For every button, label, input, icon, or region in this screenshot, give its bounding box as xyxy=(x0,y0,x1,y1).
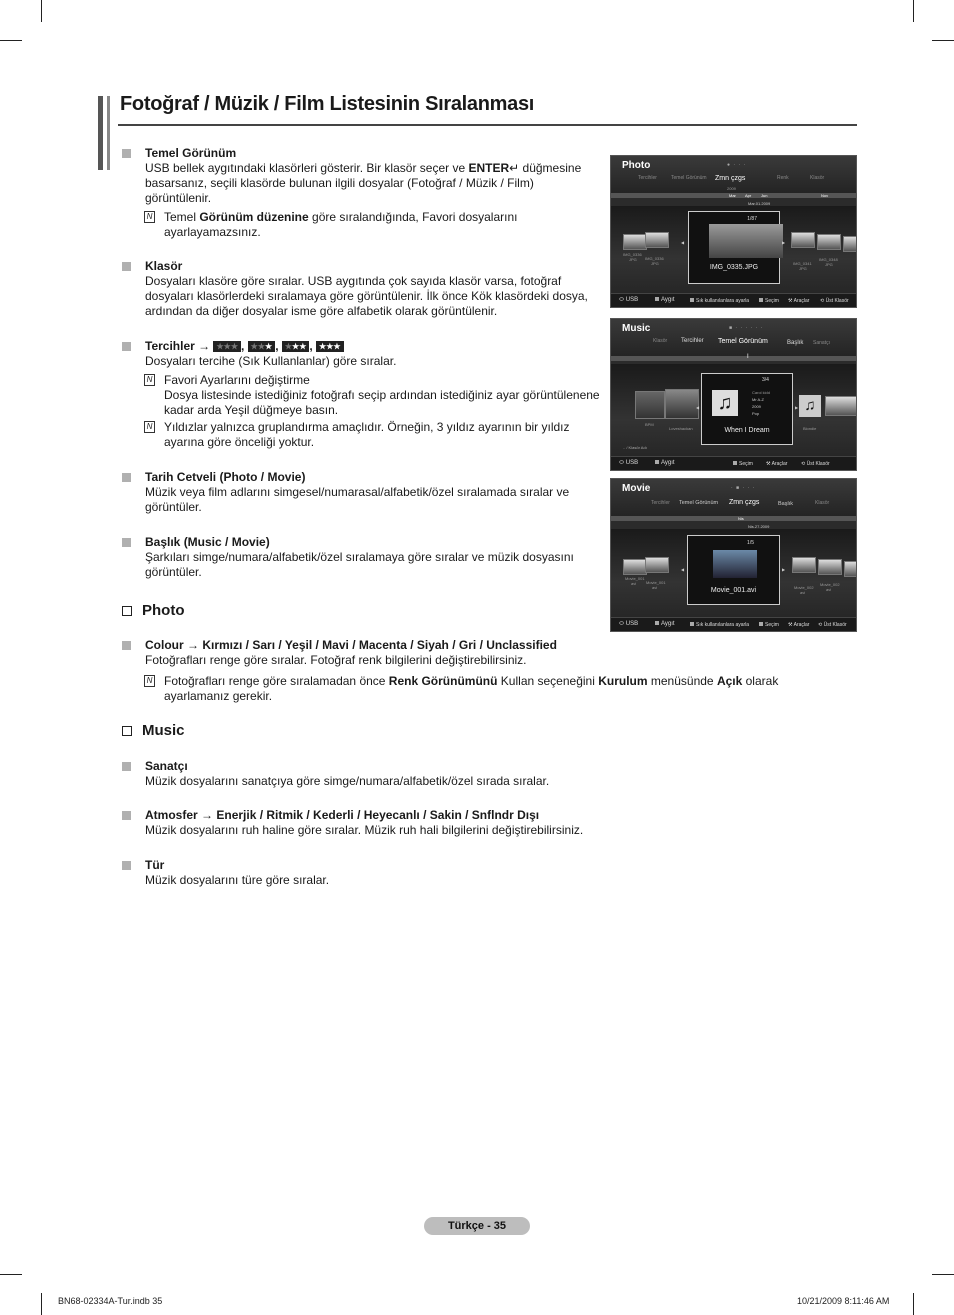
section-body: Fotoğrafları renge göre sıralar. Fotoğraf renk bilgilerini değiştirebilirsiniz. xyxy=(145,653,527,667)
tab: Tercihler xyxy=(651,500,670,506)
thumbnail xyxy=(817,234,841,250)
bullet-icon xyxy=(122,762,131,771)
screenshot-photo xyxy=(610,155,857,308)
section-baslik xyxy=(122,535,600,580)
thumbnail xyxy=(645,232,669,248)
subsection-music: Music xyxy=(122,722,185,739)
screen-title: Photo xyxy=(622,160,651,171)
month-label: Mar xyxy=(729,193,736,198)
crop-mark xyxy=(41,1293,42,1315)
note-icon: N xyxy=(144,675,155,687)
tab-active: Zmn çzgs xyxy=(715,175,746,182)
note: N Fotoğrafları renge göre sıralamadan önce Renk Görünümünü Kullan seçeneğini Kurulum menüsünde Açık olarak ayarlamanız gerekir. xyxy=(164,674,812,704)
bullet-icon xyxy=(122,149,131,158)
title-rule xyxy=(118,124,857,126)
device-label: Aygıt xyxy=(655,460,675,466)
section-body: Müzik dosyalarını ruh haline göre sıralar. Müzik ruh hali bilgilerini değiştirebilirsiniz. xyxy=(145,823,584,837)
photo-thumbnail xyxy=(709,224,786,258)
page-dots: · ■ · · · xyxy=(731,485,756,491)
thumb-label: IMG_0336 xyxy=(623,252,642,257)
item-caption: Movie_001.avi xyxy=(710,587,757,594)
thumb-label: IMG_0336 xyxy=(645,256,664,261)
section-body: Müzik dosyalarını sanatçıya göre simge/numara/alfabetik/özel sırada sıralar. xyxy=(145,774,550,788)
month-label: Apr xyxy=(745,193,752,198)
thumb-label: Loveshackan xyxy=(669,426,693,431)
bullet-icon xyxy=(122,861,131,870)
section-body: USB bellek aygıtındaki klasörleri gösterir. Bir klasör seçer ve ENTER↵ düğmesine basarsanız, seçili klasörde bulunan ilgili dosyalar (Fotoğraf / Müzik / Film) görüntülenir. xyxy=(145,161,582,205)
page-dots: ● · · · xyxy=(727,162,747,168)
thumbnail xyxy=(792,557,816,573)
note: N Temel Görünüm düzenine göre sıralandığında, Favori dosyalarını ayarlayamazsınız. xyxy=(164,210,600,240)
thumb-label: Movie_002 xyxy=(794,585,814,590)
device-label: Aygıt xyxy=(655,297,675,303)
crop-mark xyxy=(41,0,42,22)
thumb-label: JPG xyxy=(651,261,659,266)
folder-path: .. / Klasör Adı xyxy=(623,445,647,450)
thumbnail xyxy=(645,557,669,573)
crop-mark xyxy=(0,40,22,41)
item-counter: 1/87 xyxy=(747,216,757,222)
section-sanatci xyxy=(122,759,812,789)
parent-folder-label: ⟲ Üst Klasör xyxy=(801,461,830,467)
section-atmosfer xyxy=(122,808,812,838)
screen-title: Movie xyxy=(622,483,651,494)
thumb-label: avi xyxy=(652,585,658,590)
music-note-icon: ♫ xyxy=(799,395,821,417)
section-heading: Tür xyxy=(145,858,165,872)
tools-label: ⚒ Araçlar xyxy=(788,622,810,628)
section-heading: Klasör xyxy=(145,259,183,273)
section-body: Müzik veya film adlarını simgesel/numarasal/alfabetik/özel sıralamada sıralar ve görüntüler. xyxy=(145,485,570,514)
crop-mark xyxy=(913,1293,914,1315)
help-bar xyxy=(611,293,856,307)
tab: Başlık xyxy=(778,501,793,507)
tools-label: ⚒ Araçlar xyxy=(766,461,788,467)
year-label: 2009 xyxy=(752,404,761,409)
thumb-label: IMG_0348 xyxy=(819,257,838,262)
timeline-strip xyxy=(611,516,856,521)
thumb-label: avi xyxy=(800,590,806,595)
thumb-label: avi xyxy=(826,587,832,592)
screen-title: Music xyxy=(622,323,651,334)
item-caption: IMG_0335.JPG xyxy=(709,264,759,271)
next-arrow-icon: ▶ xyxy=(782,567,786,572)
page-title: Fotoğraf / Müzik / Film Listesinin Sıralanması xyxy=(120,93,535,115)
screenshot-music xyxy=(610,318,857,471)
thumb-label: Blondie xyxy=(803,426,817,431)
thumb-label: JPG xyxy=(799,266,807,271)
favorite-label: Sık kullanılanlara ayarla xyxy=(690,622,749,628)
section-klasor xyxy=(122,259,600,319)
crop-mark xyxy=(913,0,914,22)
section-heading: Colour → Kırmızı / Sarı / Yeşil / Mavi / Macenta / Siyah / Gri / Unclassified xyxy=(145,638,557,652)
bullet-icon xyxy=(122,538,131,547)
tools-label: ⚒ Araçlar xyxy=(788,298,810,304)
genre-label: Pop xyxy=(752,411,760,416)
page-number: Türkçe - 35 xyxy=(424,1217,530,1235)
crop-mark xyxy=(0,1274,22,1275)
thumbnail xyxy=(825,396,857,416)
thumbnail xyxy=(843,236,857,252)
tab: Sanatçı xyxy=(813,340,830,346)
thumb-label: Movie_001 xyxy=(625,576,645,581)
item-counter: 1/5 xyxy=(747,540,754,546)
tab: Klasör xyxy=(653,338,668,344)
prev-arrow-icon: ◀ xyxy=(681,567,685,572)
thumb-label: avi xyxy=(631,581,637,586)
month-label: Nov xyxy=(821,193,829,198)
bullet-icon xyxy=(122,262,131,271)
artist-label: Carol kidd xyxy=(752,390,771,395)
bullet-icon xyxy=(122,641,131,650)
index-letter: I xyxy=(747,354,749,360)
print-filename: BN68-02334A-Tur.indb 35 xyxy=(58,1296,163,1306)
tab: Başlık xyxy=(787,340,804,346)
next-arrow-icon: ▶ xyxy=(795,405,799,410)
tab: Temel Görünüm xyxy=(679,500,719,506)
tab: Tercihler xyxy=(638,175,657,181)
video-thumbnail xyxy=(713,550,757,578)
thumb-label: IMG_0341 xyxy=(793,261,812,266)
section-heading: Tercihler → ★★★ , ★★★ , ★★★ , ★★★ xyxy=(145,339,600,354)
bullet-icon xyxy=(122,473,131,482)
checkbox-icon xyxy=(122,606,132,616)
parent-folder-label: ⟲ Üst Klasör xyxy=(820,298,849,304)
usb-label: ⬭ USB xyxy=(619,460,639,466)
section-heading: Atmosfer → Enerjik / Ritmik / Kederli / Heyecanlı / Sakin / Snflndr Dışı xyxy=(145,808,540,822)
favorite-label: Sık kullanılanlara ayarla xyxy=(690,298,749,304)
bullet-icon xyxy=(122,811,131,820)
section-heading: Temel Görünüm xyxy=(145,146,237,160)
tab: Temel Görünüm xyxy=(671,175,707,181)
checkbox-icon xyxy=(122,726,132,736)
index-strip xyxy=(611,356,856,361)
usb-label: ⬭ USB xyxy=(619,621,639,627)
thumbnail xyxy=(623,559,647,575)
year-label: 2009 xyxy=(727,186,736,191)
thumb-label: Movie_002 xyxy=(820,582,840,587)
section-colour xyxy=(122,638,812,704)
thumbnail xyxy=(818,559,842,575)
crop-mark xyxy=(932,1274,954,1275)
section-body: Müzik dosyalarını türe göre sıralar. xyxy=(145,873,330,887)
parent-folder-label: ⟲ Üst Klasör xyxy=(818,622,847,628)
help-bar xyxy=(611,617,856,631)
thumbnail xyxy=(623,234,647,250)
screenshot-movie xyxy=(610,478,857,632)
tab-active: Zmn çzgs xyxy=(729,499,760,506)
page-dots: ■ · · · · · · xyxy=(729,325,764,331)
thumbnail xyxy=(791,232,815,248)
star-rating-icon: ★★★ xyxy=(316,341,344,352)
section-heading: Tarih Cetveli (Photo / Movie) xyxy=(145,470,306,484)
crop-mark xyxy=(932,40,954,41)
section-tercihler xyxy=(122,339,600,450)
date-label: Nis.27.2009 xyxy=(748,524,770,529)
section-tur xyxy=(122,858,812,888)
item-caption: When I Dream xyxy=(724,427,770,434)
device-label: Aygıt xyxy=(655,621,675,627)
tab: Renk xyxy=(777,175,789,181)
section-temel xyxy=(122,146,600,240)
help-bar xyxy=(611,456,856,470)
prev-arrow-icon: ◀ xyxy=(681,240,685,245)
usb-label: ⬭ USB xyxy=(619,297,639,303)
section-tarih xyxy=(122,470,600,515)
print-timestamp: 10/21/2009 8:11:46 AM xyxy=(797,1296,890,1306)
select-label: Seçim xyxy=(759,298,779,304)
star-rating-icon: ★★★ xyxy=(213,341,241,352)
thumb-label: BPM xyxy=(645,422,654,427)
note-icon: N xyxy=(144,374,155,386)
section-body: Dosyaları klasöre göre sıralar. USB aygıtında çok sayıda klasör varsa, fotoğraf dosyaları klasörlerdeki sıralamaya göre görüntülenir. İlk önce Kök klasördeki dosya, ardından da diğer dosyalar isme göre alfabetik olarak görüntülenir. xyxy=(145,274,588,318)
thumbnail xyxy=(844,561,857,577)
section-body: Dosyaları tercihe (Sık Kullanlanlar) göre sıralar. xyxy=(145,354,397,368)
folder-thumbnail xyxy=(635,391,665,419)
prev-arrow-icon: ◀ xyxy=(696,405,700,410)
note-icon: N xyxy=(144,211,155,223)
note: N Yıldızlar yalnızca gruplandırma amaçlıdır. Örneğin, 3 yıldız ayarının bir yıldız ayarına göre önceliği yoktur. xyxy=(164,420,600,450)
select-label: Seçim xyxy=(733,461,753,467)
star-rating-icon: ★★★ xyxy=(248,341,276,352)
month-label: Nis xyxy=(738,516,744,521)
note: N Favori Ayarlarını değiştirme Dosya listesinde istediğiniz fotoğrafı seçip ardından istediğiniz ayar görüntülenene kadar arda Yeşil düğmeye basın. xyxy=(164,373,600,418)
section-heading: Başlık (Music / Movie) xyxy=(145,535,270,549)
enter-icon: ↵ xyxy=(509,161,520,175)
month-label: Jun xyxy=(761,193,768,198)
selected-item xyxy=(687,535,780,605)
section-body: Şarkıları simge/numara/alfabetik/özel sıralamaya göre sıralar ve müzik dosyasını görüntüler. xyxy=(145,550,574,579)
tab-active: Temel Görünüm xyxy=(718,338,768,345)
selected-item xyxy=(701,373,793,445)
music-note-icon: ♫ xyxy=(712,390,738,416)
item-counter: 3/4 xyxy=(762,377,769,383)
tab: Klasör xyxy=(810,175,825,181)
thumb-label: JPG xyxy=(629,257,637,262)
select-label: Seçim xyxy=(759,622,779,628)
tab: Tercihler xyxy=(681,338,704,344)
star-rating-icon: ★★★ xyxy=(282,341,310,352)
subsection-photo: Photo xyxy=(122,602,185,619)
thumb-label: JPG xyxy=(825,262,833,267)
note-icon: N xyxy=(144,421,155,433)
section-heading: Sanatçı xyxy=(145,759,188,773)
title-decoration xyxy=(98,96,110,170)
next-arrow-icon: ▶ xyxy=(782,240,786,245)
album-label: Mr A-Z xyxy=(752,397,764,402)
selected-item xyxy=(688,211,780,284)
tab: Klasör xyxy=(815,500,830,506)
thumb-label: Movie_001 xyxy=(646,580,666,585)
bullet-icon xyxy=(122,342,131,351)
date-label: Mar.01.2009 xyxy=(748,201,771,206)
folder-thumbnail xyxy=(665,389,699,419)
